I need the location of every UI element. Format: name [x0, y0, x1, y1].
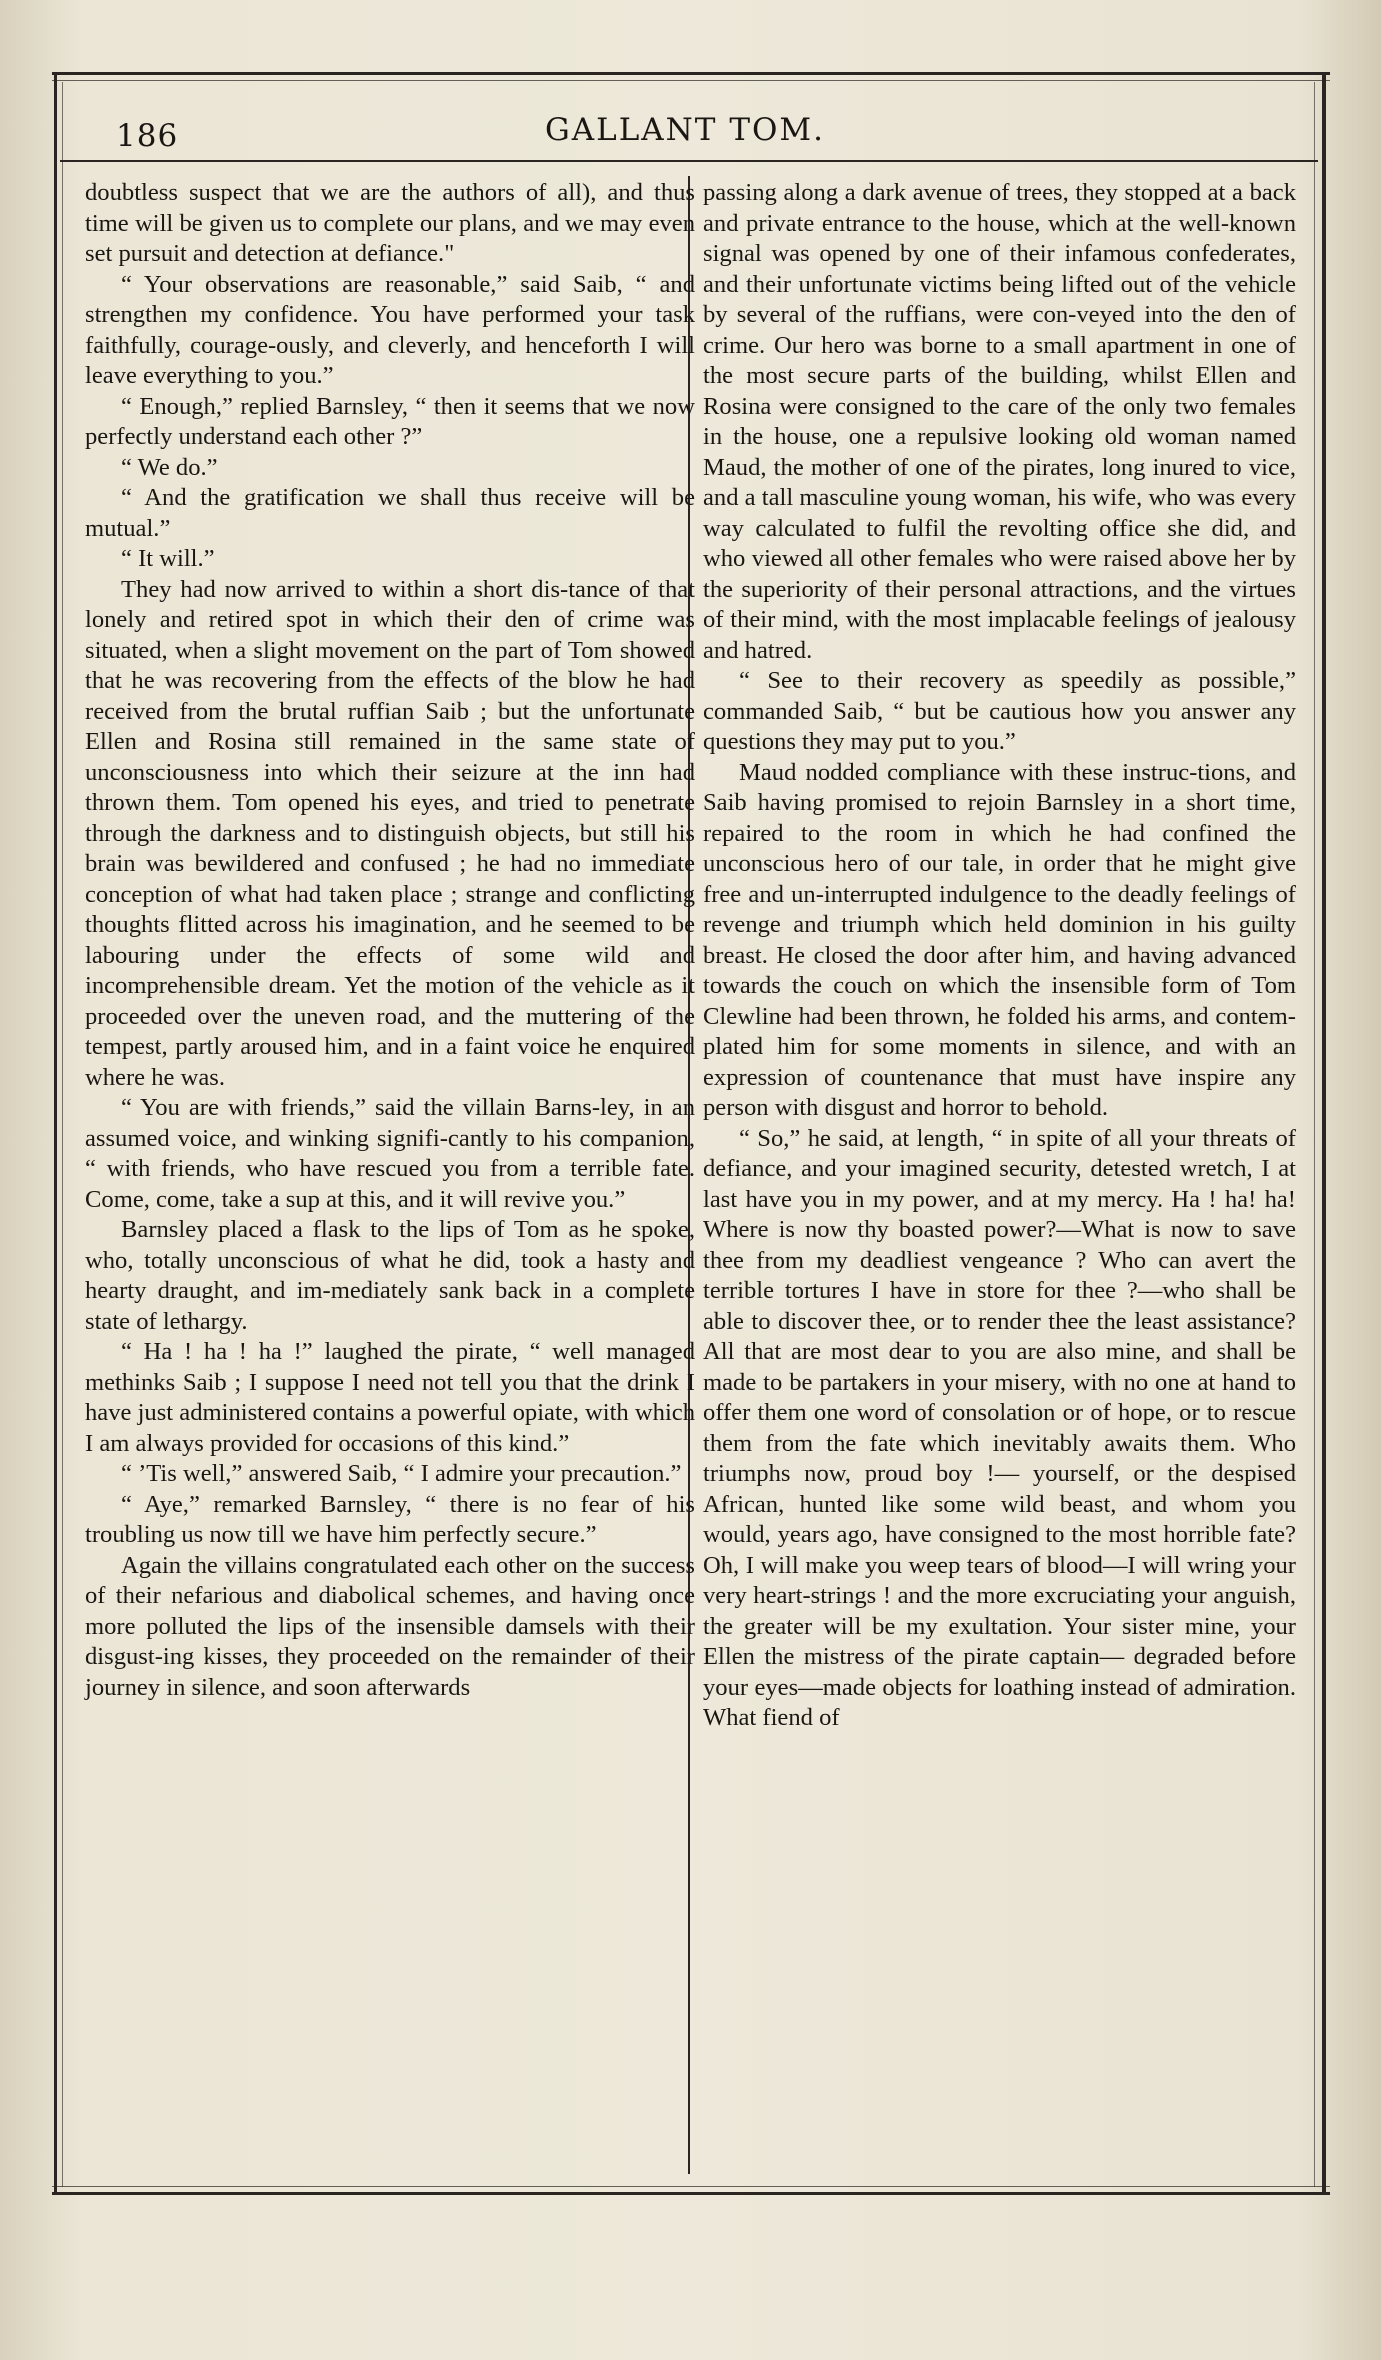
top-rule	[52, 72, 1330, 75]
paragraph: “ It will.”	[121, 545, 215, 572]
paragraph: “ Aye,” remarked Barnsley, “ there is no fear of his troubling us now till we have him perfectly secure.”	[85, 1490, 695, 1548]
paragraph: “ You are with friends,” said the villain Barns-ley, in an assumed voice, and winking signifi-cantly to his companion, “ with friends, who have rescued you from a terrible fate. Come, come, take a sup at this, and it will revive you.”	[85, 1094, 695, 1213]
right-column	[703, 178, 1296, 1734]
left-column	[85, 178, 695, 1703]
paragraph: “ We do.”	[121, 453, 218, 481]
paragraph: They had now arrived to within a short dis-tance of that lonely and retired spot in which their den of crime was situated, when a slight movement on the part of Tom showed that he was recovering from the effects of the blow he had received from the brutal ruffian Saib ; but the unfortunate Ellen and Rosina still remained in the same state of unconsciousness into which their seizure at the inn had thrown them. Tom opened his eyes, and tried to penetrate through the darkness and to distinguish objects, but still his brain was bewildered and confused ; he had no immediate conception of what had taken place ; strange and conflicting thoughts flitted across his imagination, and he seemed to be labouring under the effects of some wild and incomprehensible dream. Yet the motion of the vehicle as it proceeded over the uneven road, and the muttering of the tempest, partly aroused him, and in a faint voice he enquired where he was.	[85, 575, 695, 1091]
page-header	[60, 98, 1310, 158]
paragraph: “ Ha ! ha ! ha !” laughed the pirate, “ well managed methinks Saib ; I suppose I need not tell you that the drink I have just administered contains a powerful opiate, with which I am always provided for occasions of this kind.”	[85, 1338, 695, 1457]
paragraph: Maud nodded compliance with these instruc-tions, and Saib having promised to rejoin Barnsley in a short time, repaired to the room in which he had confined the unconscious hero of our tale, in order that he might give free and un-interrupted indulgence to the deadly feelings of revenge and triumph which held dominion in his guilty breast. He closed the door after him, and having advanced towards the couch on which the insensible form of Tom Clewline had been thrown, he folded his arms, and contem-plated him for some moments in silence, and with an expression of countenance that must have inspire any person with disgust and horror to behold.	[703, 758, 1296, 1121]
page-number: 186	[116, 118, 179, 154]
paragraph: Barnsley placed a flask to the lips of Tom as he spoke, who, totally unconscious of what he did, took a hasty and hearty draught, and im-mediately sank back in a complete state of lethargy.	[85, 1216, 695, 1335]
bottom-rule-thick	[52, 2192, 1330, 2195]
right-border-rule-thin	[1314, 82, 1315, 2187]
right-border-rule	[1322, 74, 1326, 2194]
left-border-rule-thin	[62, 82, 63, 2187]
paragraph: doubtless suspect that we are the authors of all), and thus time will be given us to complete our plans, and we may even set pursuit and detection at defiance."	[85, 179, 695, 267]
paragraph: passing along a dark avenue of trees, they stopped at a back and private entrance to the house, which at the well-known signal was opened by one of their infamous confederates, and their unfortunate victims being lifted out of the vehicle by several of the ruffians, were con-veyed into the den of crime. Our hero was borne to a small apartment in one of the most secure parts of the building, whilst Ellen and Rosina were consigned to the care of the only two females in the house, one a repulsive looking old woman named Maud, the mother of one of the pirates, long inured to vice, and a tall masculine young woman, his wife, who was every way calculated to fulfil the revolting office she did, and who viewed all other females who were raised above her by the superiority of their personal attractions, and the virtues of their mind, with the most implacable feelings of jealousy and hatred.	[703, 179, 1296, 664]
top-rule-thin	[52, 80, 1330, 81]
paragraph: “ So,” he said, at length, “ in spite of all your threats of defiance, and your imagined security, detested wretch, I at last have you in my power, and at my mercy. Ha ! ha! ha! Where is now thy boasted power?—What is now to save thee from my deadliest vengeance ? Who can avert the terrible tortures I have in store for thee ?—who shall be able to discover thee, or to render thee the least assistance? All that are most dear to you are also mine, and shall be made to be partakers in your misery, with no one at hand to offer them one word of consolation or of hope, or to rescue them from the fate which inevitably awaits them. Who triumphs now, proud boy !— yourself, or the despised African, hunted like some wild beast, and whom you would, years ago, have consigned to the most horrible fate? Oh, I will make you weep tears of blood—I will wring your very heart-strings ! and the more excruciating your anguish, the greater will be my exultation. Your sister mine, your Ellen the mistress of the pirate captain— degraded before your eyes—made objects for loathing instead of admiration. What fiend of	[703, 1124, 1296, 1731]
running-title: GALLANT TOM.	[544, 112, 826, 148]
paragraph: “ Enough,” replied Barnsley, “ then it seems that we now perfectly understand each other ?”	[85, 392, 695, 450]
header-rule	[60, 160, 1318, 162]
paragraph: “ ’Tis well,” answered Saib, “ I admire your precaution.”	[121, 1460, 682, 1487]
paragraph: “ And the gratification we shall thus receive will be mutual.”	[85, 484, 695, 542]
bottom-rule	[52, 2186, 1330, 2187]
paragraph: “ Your observations are reasonable,” said Saib, “ and strengthen my confidence. You have performed your task faithfully, courage-ously, and cleverly, and henceforth I will leave everything to you.”	[85, 270, 695, 389]
left-border-rule	[54, 74, 57, 2194]
paragraph: Again the villains congratulated each other on the success of their nefarious and diabolical schemes, and having once more polluted the lips of the insensible damsels with their disgust-ing kisses, they proceeded on the remainder of their journey in silence, and soon afterwards	[85, 1551, 695, 1701]
paragraph: “ See to their recovery as speedily as possible,” commanded Saib, “ but be cautious how you answer any questions they may put to you.”	[703, 667, 1296, 755]
